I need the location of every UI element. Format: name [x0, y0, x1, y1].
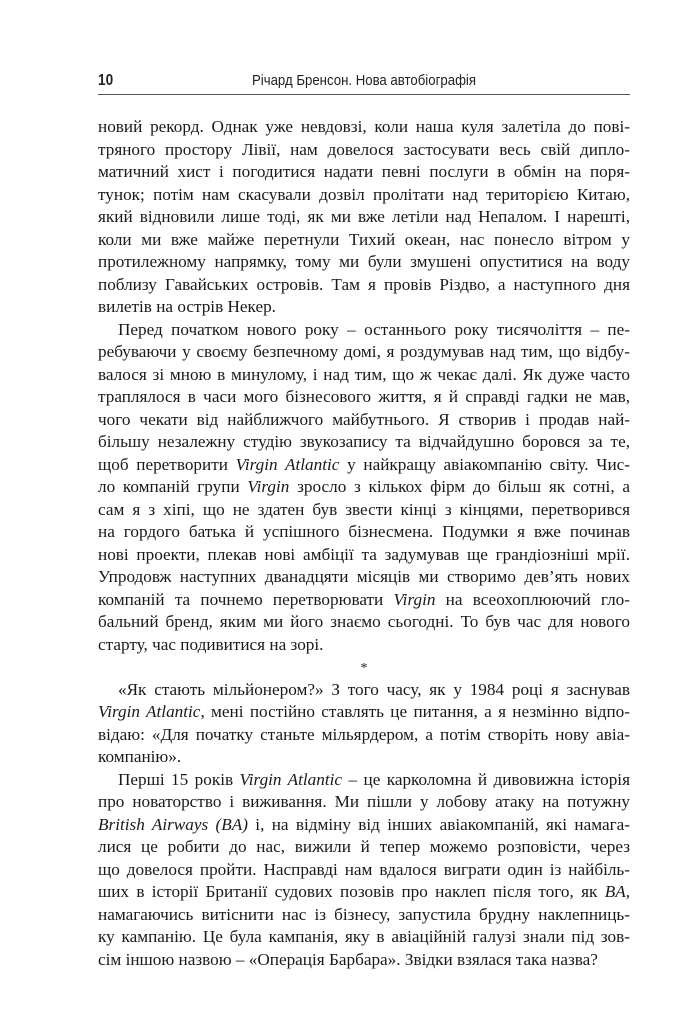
page-number: 10 — [98, 72, 114, 89]
text-line: ших в історії Британії судових позовів про наклеп після того, як BA, — [98, 882, 630, 901]
text-line: старту, час подивитися на зорі. — [98, 634, 324, 654]
text-line: протилежному напрямку, тому ми були змушені опуститися на воду — [98, 252, 630, 271]
text-line: Перші 15 років Virgin Atlantic – це карколомна й дивовижна історія — [118, 769, 630, 789]
text-line: Virgin Atlantic, мені постійно ставлять це питання, а я незмінно відпо- — [98, 702, 630, 721]
text-line: валося зі мною в минулому, і над тим, що ж чекає далі. Як дуже часто — [98, 364, 630, 384]
text-line: лися це робити до нас, вижили й тепер можемо розповісти, через — [98, 837, 630, 856]
section-break: * — [360, 661, 368, 676]
text-line: чого чекати від найближчого майбутнього. Я створив і продав най- — [98, 409, 630, 429]
body-text — [98, 116, 630, 971]
text-line: поблизу Гавайських островів. Там я провів Різдво, а наступного дня — [98, 274, 630, 294]
text-line: ло компаній групи Virgin зросло з кількох фірм до більш як сотні, а — [98, 477, 630, 496]
text-line: нові проекти, плекав нові амбіції та задумував ще грандіозніші мрії. — [98, 544, 630, 564]
running-header — [98, 70, 630, 94]
text-line: про новаторство і виживання. Ми пішли у лобову атаку на потужну — [98, 792, 630, 811]
running-title: Річард Бренсон. Нова автобіографія — [251, 72, 477, 89]
paragraph-4 — [98, 769, 630, 972]
paragraph-2 — [98, 319, 630, 657]
text-line: намагаючись витіснити нас із бізнесу, запустила брудну наклепниць- — [98, 904, 630, 924]
text-line: вилетів на острів Некер. — [98, 297, 276, 316]
text-line: компаній та почнемо перетворювати Virgin на всеохоплюючий гло- — [98, 589, 631, 609]
text-line: коли ми вже майже перетнули Тихий океан, нас понесло вітром у — [98, 229, 630, 249]
text-line: сім іншою назвою – «Операція Барбара». Звідки взялася така назва? — [98, 949, 598, 969]
text-line: тряного простору Лівії, нам довелося застосувати весь свій дипло- — [98, 139, 630, 159]
text-line: відаю: «Для початку станьте мільярдером, а потім створіть нову авіа- — [98, 724, 630, 744]
text-line: щоб перетворити Virgin Atlantic у найкращу авіакомпанію світу. Чис- — [98, 454, 630, 474]
text-line: ку кампанію. Це була кампанія, яку в авіаційній галузі знали під зов- — [98, 927, 630, 946]
paragraph-1 — [98, 116, 630, 319]
text-line: Упродовж наступних дванадцяти місяців ми створимо дев’ять нових — [98, 567, 630, 586]
text-line: більшу незалежну студію звукозапису та відчайдушно боровся за те, — [98, 432, 630, 451]
text-line: який відновили лише тоді, як ми вже летіли над Непалом. І нарешті, — [98, 207, 630, 226]
paragraph-3 — [98, 679, 630, 769]
header-rule — [98, 94, 630, 95]
text-line: Перед початком нового року – останнього року тисячоліття – пе- — [118, 319, 630, 339]
text-line: траплялося в часи мого бізнесового життя, я й справді гадки не мав, — [98, 387, 630, 406]
text-line: компанію». — [98, 747, 182, 766]
text-line: «Як стають мільйонером?» З того часу, як у 1984 році я заснував — [118, 679, 630, 699]
text-line: ребуваючи у своєму безпечному домі, я роздумував над тим, що відбу- — [98, 342, 630, 361]
text-line: на гордого батька й успішного бізнесмена. Подумки я вже починав — [98, 522, 630, 541]
text-line: тунок; потім нам скасували дозвіл пролітати над територією Китаю, — [98, 184, 630, 204]
text-line: новий рекорд. Однак уже невдовзі, коли наша куля залетіла до пові- — [98, 117, 630, 136]
text-line: матичний хист і погодитися надати певні послуги в обмін на поря- — [98, 162, 630, 181]
text-line: що довелося пройти. Насправді нам вдалося виграти один із найбіль- — [98, 859, 630, 879]
text-line: бальний бренд, яким ми його знаємо сьогодні. То був час для нового — [98, 612, 630, 631]
text-line: British Airways (BA) і, на відміну від інших авіакомпаній, які намага- — [98, 814, 630, 834]
text-line: сам я з хіпі, що не здатен був звести кінці з кінцями, перетворився — [98, 499, 630, 519]
